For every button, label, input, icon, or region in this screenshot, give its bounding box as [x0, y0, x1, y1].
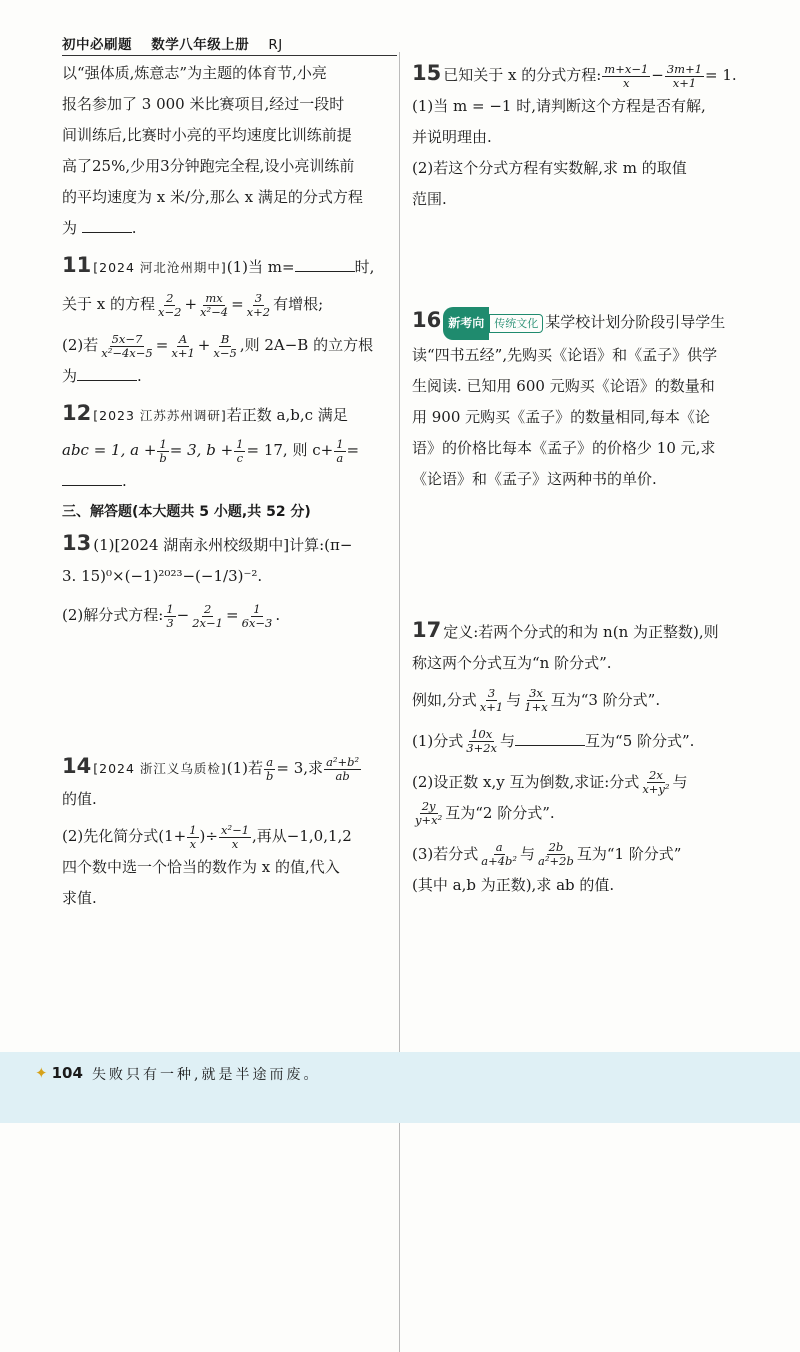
- q17-part3-end: 互为“1 阶分式”: [576, 844, 682, 863]
- answer-blank: [77, 362, 137, 381]
- period: .: [122, 472, 127, 490]
- q11-line2: 关于 x 的方程: [62, 295, 155, 313]
- q10-line: 以“强体质,炼意志”为主题的体育节,小亮: [62, 64, 327, 82]
- question-15: 15 已知关于 x 的分式方程: $\frac{m+x-1}{x}$ − $\frac{3m+1}{x+1}$ = 1. (1)当 m = −1 时,请判断这个方程是否有解, 并说明理由. (2)若这个分式方程有实数解,求 m 的取值 范围.: [412, 58, 752, 215]
- q15-eq: = 1.: [705, 66, 737, 84]
- q11-part2: (2)若: [62, 336, 99, 354]
- q13-part2: (2)解分式方程:: [62, 606, 164, 624]
- fraction: $\frac{a}{b}$: [266, 754, 274, 783]
- q17-with: 与: [506, 690, 522, 709]
- q10-end-prefix: 为: [62, 219, 78, 237]
- question-11: 11 [2024 河北沧州期中](1)当 m= 时, 关于 x 的方程 $\frac{2}{x-2}$ + $\frac{mx}{\text{x²−4}}$ = $\frac{3}{x+2}$ 有增根; (2)若 $\frac{5x-7}{\text{x²−4x−5}}$ = $\frac{A}{x+1}$ + $\frac{B}{x-5}$ ,则 2A−B 的立方根 为 .: [62, 253, 375, 385]
- question-14: [62, 751, 392, 914]
- q12-expr: =: [346, 441, 360, 459]
- source-tag: [2023 江苏苏州调研]: [93, 408, 227, 423]
- q17-part1: (1)分式: [412, 731, 464, 750]
- q17-with: 与: [520, 844, 536, 863]
- fraction: $\frac{2}{x-2}$: [158, 290, 182, 319]
- q14-part2d: 四个数中选一个恰当的数作为 x 的值,代入: [62, 858, 340, 876]
- q10-line: 间训练后,比赛时小亮的平均速度比训练前提: [62, 126, 352, 144]
- q14-part2e: 求值.: [62, 889, 97, 907]
- q15-part1: (1)当 m = −1 时,请判断这个方程是否有解,: [412, 97, 706, 115]
- q10-line: 报名参加了 3 000 米比赛项目,经过一段时: [62, 95, 345, 113]
- period: .: [275, 606, 281, 624]
- fraction: $\frac{1}{x}$: [189, 822, 197, 851]
- q14-part2c: ,再从−1,0,1,2: [252, 827, 352, 845]
- q17-with: 与: [500, 731, 516, 750]
- fraction: $\frac{10x}{3+2x}$: [466, 727, 498, 755]
- fraction: $\frac{B}{x-5}$: [213, 331, 237, 360]
- fraction: $\frac{mx}{\text{x²−4}}$: [200, 290, 229, 319]
- q17-with: 与: [672, 772, 688, 791]
- answer-blank: [295, 253, 355, 272]
- fraction: $\frac{2y}{\text{y+x²}}$: [415, 799, 443, 827]
- fraction: $\frac{1}{b}$: [159, 436, 167, 465]
- q17-part2-end: 互为“2 阶分式”.: [445, 803, 555, 822]
- question-number: 17: [412, 617, 442, 642]
- q17-part1-end: 互为“5 阶分式”.: [585, 731, 695, 750]
- q11-part1-suffix: 时,: [354, 258, 375, 276]
- question-10: [62, 58, 392, 244]
- q17-part2: (2)设正数 x,y 互为倒数,求证:分式: [412, 772, 640, 791]
- q12-expr: = 3, b +: [169, 441, 234, 459]
- q16-line1: 某学校计划分阶段引导学生: [545, 313, 726, 331]
- q11-tail: 有增根;: [273, 295, 324, 313]
- book-title: 初中必刷题: [62, 37, 132, 53]
- q15-part2b: 范围.: [412, 190, 447, 208]
- page-header: [62, 33, 397, 56]
- edition-label: RJ: [268, 37, 283, 53]
- page-number: 104: [51, 1064, 83, 1082]
- fraction: $\frac{a}{\text{a+4b²}}$: [481, 840, 518, 868]
- q16-line: 《论语》和《孟子》这两种书的单价.: [412, 469, 657, 488]
- fraction: $\frac{1}{3}$: [166, 601, 174, 630]
- answer-blank: [62, 467, 122, 486]
- q15-part2: (2)若这个分式方程有实数解,求 m 的取值: [412, 159, 687, 177]
- source-tag: [2024 浙江义乌质检]: [93, 761, 227, 776]
- q10-end-suffix: .: [131, 219, 137, 237]
- fraction: $\frac{3x}{1+x}$: [524, 686, 548, 714]
- right-column: [412, 58, 752, 901]
- fraction: $\frac{\text{a²+b²}}{ab}$: [326, 754, 360, 783]
- question-number: 13: [62, 531, 92, 555]
- q14-part2: (2)先化简分式(1+: [62, 827, 187, 845]
- q14-part1b: = 3,求: [276, 759, 324, 777]
- new-direction-badge: 新考向 传统文化: [443, 307, 543, 340]
- section-heading: 三、解答题(本大题共 5 小题,共 52 分): [62, 504, 311, 520]
- question-13: 13 (1)[2024 湖南永州校级期中]计算:(π− 3. 15)⁰×(−1)²⁰²³−(−1/3)⁻². (2)解分式方程: $\frac{1}{3}$ − $\frac{2}{2x-1}$ = $\frac{1}{6x-3}$ .: [62, 531, 353, 630]
- question-12: [62, 398, 392, 497]
- q10-line: 的平均速度为 x 米/分,那么 x 满足的分式方程: [62, 188, 363, 206]
- fraction: $\frac{2x}{\text{x+y²}}$: [642, 768, 670, 796]
- question-number: 16: [412, 308, 442, 332]
- source-tag: [2024 河北沧州期中]: [93, 260, 227, 275]
- fraction: $\frac{A}{x+1}$: [171, 331, 195, 360]
- fraction: $\frac{2b}{\text{a²+2b}}$: [538, 840, 574, 868]
- q10-line: 高了25%,少用3分钟跑完全程,设小亮训练前: [62, 157, 355, 175]
- question-number: 14: [62, 754, 92, 778]
- q11-part1: (1)当 m=: [226, 258, 295, 276]
- q11-part2-tail: ,则 2A−B 的立方根: [239, 336, 374, 354]
- q15-part1b: 并说明理由.: [412, 128, 492, 146]
- fraction: $\frac{1}{a}$: [336, 436, 344, 465]
- q16-line: 语》的价格比每本《孟子》的价格少 10 元,求: [412, 438, 716, 457]
- fraction: $\frac{3}{x+2}$: [246, 290, 271, 319]
- fraction: $\frac{5x-7}{\text{x²−4x−5}}$: [101, 331, 153, 360]
- footer-motto: 失败只有一种,就是半途而废。: [92, 1067, 321, 1083]
- fraction: $\frac{\text{x²−1}}{x}$: [220, 822, 250, 851]
- q12-line1: 若正数 a,b,c 满足: [226, 406, 348, 424]
- answer-blank: [82, 214, 132, 233]
- q16-line: 读“四书五经”,先购买《论语》和《孟子》供学: [412, 345, 718, 364]
- question-number: 11: [62, 253, 92, 277]
- q17-line2: 称这两个分式互为“n 阶分式”.: [412, 653, 612, 672]
- left-column: [62, 58, 392, 914]
- fraction: $\frac{3}{x+1}$: [479, 686, 504, 714]
- q17-line1: 定义:若两个分式的和为 n(n 为正整数),则: [443, 622, 719, 641]
- q12-expr: abc = 1, a +: [62, 441, 157, 459]
- fraction: $\frac{1}{c}$: [236, 436, 244, 465]
- question-16: [412, 305, 752, 495]
- q11-end: 为: [62, 367, 78, 385]
- period: .: [137, 367, 142, 385]
- answer-blank: [515, 727, 585, 746]
- fraction: $\frac{m+x-1}{x}$: [604, 61, 649, 90]
- page-number-block: [35, 1064, 83, 1082]
- question-number: 12: [62, 401, 92, 425]
- q12-expr: = 17, 则 c+: [246, 441, 334, 459]
- q16-line: 用 900 元购买《孟子》的数量相同,每本《论: [412, 407, 710, 426]
- subject-title: 数学八年级上册: [151, 37, 250, 53]
- fraction: $\frac{3m+1}{x+1}$: [666, 61, 703, 90]
- q17-example: 例如,分式: [412, 690, 477, 709]
- fraction: $\frac{2}{2x-1}$: [192, 601, 223, 630]
- q17-part3: (3)若分式: [412, 844, 479, 863]
- q14-part1: (1)若: [226, 759, 264, 777]
- fraction: $\frac{1}{6x-3}$: [241, 601, 273, 630]
- q14-part1c: 的值.: [62, 790, 97, 808]
- column-divider: [399, 52, 400, 1352]
- a-plus-icon: ✦: [35, 1064, 48, 1082]
- q17-example-end: 互为“3 阶分式”.: [550, 690, 661, 709]
- q15-intro: 已知关于 x 的分式方程:: [443, 66, 602, 84]
- question-number: 15: [412, 61, 442, 85]
- q14-part2b: )÷: [199, 827, 218, 845]
- q13-part1b: 3. 15)⁰×(−1)²⁰²³−: [62, 567, 196, 585]
- q13-part1: (1)[2024 湖南永州校级期中]计算:(π−: [93, 536, 353, 554]
- page-footer: [0, 1052, 800, 1123]
- q17-part3d: (其中 a,b 为正数),求 ab 的值.: [412, 875, 615, 894]
- q13-part1c: (−1/3)⁻².: [195, 567, 263, 585]
- q16-line: 生阅读. 已知用 600 元购买《论语》的数量和: [412, 376, 715, 395]
- question-17: [412, 615, 752, 901]
